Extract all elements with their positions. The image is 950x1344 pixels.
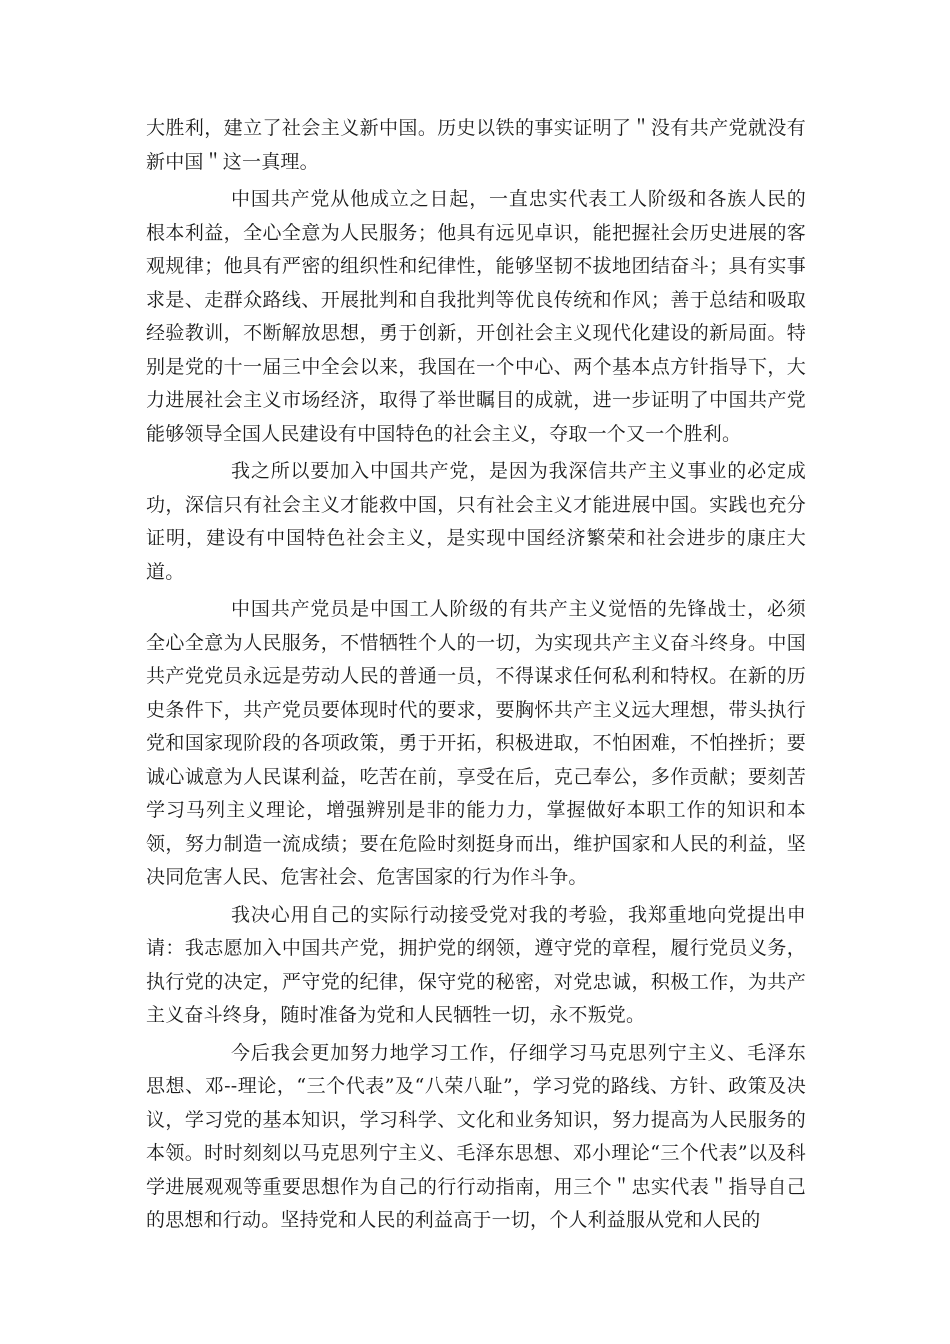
paragraph-1: 大胜利，建立了社会主义新中国。历史以铁的事实证明了＂没有共产党就没有新中国＂这一真理。 <box>146 117 806 173</box>
paragraph-3: 我之所以要加入中国共产党，是因为我深信共产主义事业的必定成功，深信只有社会主义才能救中国，只有社会主义才能进展中国。实践也充分证明，建设有中国特色社会主义，是实现中国经济繁荣和社会进步的康庄大道。 <box>146 460 806 583</box>
document-body <box>146 112 806 1242</box>
paragraph-6: 今后我会更加努力地学习工作，仔细学习马克思列宁主义、毛泽东思想、邓--理论，“三个代表”及“八荣八耻”，学习党的路线、方针、政策及决议，学习党的基本知识，学习科学、文化和业务知识，努力提高为人民服务的本领。时时刻刻以马克思列宁主义、毛泽东思想、邓小理论“三个代表”以及科学进展观观等重要思想作为自己的行行动指南，用三个＂忠实代表＂指导自己的思想和行动。坚持党和人民的利益高于一切，个人利益服从党和人民的 <box>146 1041 806 1231</box>
paragraph-2: 中国共产党从他成立之日起，一直忠实代表工人阶级和各族人民的根本利益，全心全意为人民服务；他具有远见卓识，能把握社会历史进展的客观规律；他具有严密的组织性和纪律性，能够坚韧不拔地团结奋斗；具有实事求是、走群众路线、开展批判和自我批判等优良传统和作风；善于总结和吸取经验教训，不断解放思想，勇于创新，开创社会主义现代化建设的新局面。特别是党的十一届三中全会以来，我国在一个中心、两个基本点方针指导下，大力进展社会主义市场经济，取得了举世瞩目的成就，进一步证明了中国共产党能够领导全国人民建设有中国特色的社会主义，夺取一个又一个胜利。 <box>146 188 806 445</box>
paragraph-4: 中国共产党员是中国工人阶级的有共产主义觉悟的先锋战士，必须全心全意为人民服务，不惜牺牲个人的一切，为实现共产主义奋斗终身。中国共产党党员永远是劳动人民的普通一员，不得谋求任何私利和特权。在新的历史条件下，共产党员要体现时代的要求，要胸怀共产主义远大理想，带头执行党和国家现阶段的各项政策，勇于开拓，积极进取，不怕困难，不怕挫折；要诚心诚意为人民谋利益，吃苦在前，享受在后，克己奉公，多作贡献；要刻苦学习马列主义理论，增强辨别是非的能力力，掌握做好本职工作的知识和本领，努力制造一流成绩；要在危险时刻挺身而出，维护国家和人民的利益，坚决同危害人民、危害社会、危害国家的行为作斗争。 <box>146 598 806 888</box>
paragraph-5: 我决心用自己的实际行动接受党对我的考验，我郑重地向党提出申请：我志愿加入中国共产党，拥护党的纲领，遵守党的章程，履行党员义务，执行党的决定，严守党的纪律，保守党的秘密，对党忠诚，积极工作，为共产主义奋斗终身，随时准备为党和人民牺牲一切，永不叛党。 <box>146 903 806 1026</box>
